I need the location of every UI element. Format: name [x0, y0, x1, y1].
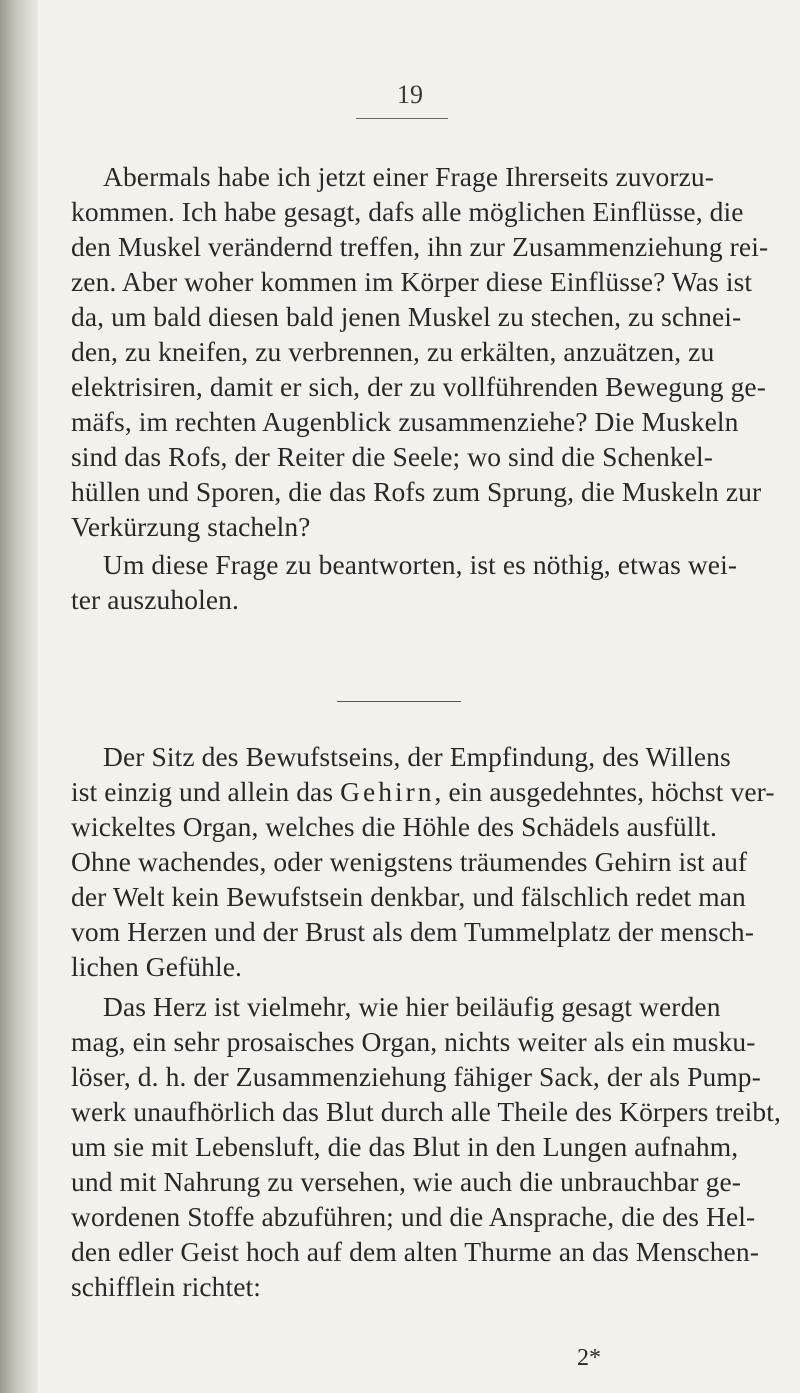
text-line: wickeltes Organ, welches die Höhle des Schädels ausfüllt.	[71, 811, 717, 842]
section-divider	[337, 701, 461, 702]
text-line: Der Sitz des Bewufstseins, der Empfindung, des Willens	[103, 741, 731, 772]
text-line: lichen Gefühle.	[71, 951, 243, 982]
text-line: Ohne wachendes, oder wenigstens träumendes Gehirn ist auf	[71, 846, 748, 877]
text-line: den, zu kneifen, zu verbrennen, zu erkälten, anzuätzen, zu	[71, 336, 715, 367]
text-line: da, um bald diesen bald jenen Muskel zu stechen, zu schnei-	[71, 301, 742, 332]
text-line: um sie mit Lebensluft, die das Blut in den Lungen aufnahm,	[71, 1131, 739, 1162]
text-line: mag, ein sehr prosaisches Organ, nichts weiter als ein musku-	[71, 1026, 756, 1057]
text-line	[71, 775, 775, 809]
text-line: wordenen Stoffe abzuführen; und die Ansprache, die des Hel-	[71, 1201, 756, 1232]
text-segment: , ein ausgedehntes, höchst ver-	[434, 776, 775, 807]
text-line: mäfs, im rechten Augenblick zusammenziehe? Die Muskeln	[71, 406, 739, 437]
text-line: werk unaufhörlich das Blut durch alle Theile des Körpers treibt,	[71, 1096, 781, 1127]
text-line: und mit Nahrung zu versehen, wie auch die unbrauchbar ge-	[71, 1166, 742, 1197]
text-line: Das Herz ist vielmehr, wie hier beiläufig gesagt werden	[103, 991, 721, 1022]
text-line: vom Herzen und der Brust als dem Tummelplatz der mensch-	[71, 916, 755, 947]
text-line: Verkürzung stacheln?	[71, 511, 311, 542]
text-line: ter auszuholen.	[71, 584, 239, 615]
text-line: löser, d. h. der Zusammenziehung fähiger Sack, der als Pump-	[71, 1061, 761, 1092]
text-line: Um diese Frage zu beantworten, ist es nöthig, etwas wei-	[103, 549, 738, 580]
text-line: Abermals habe ich jetzt einer Frage Ihrerseits zuvorzu-	[103, 161, 714, 192]
text-line: hüllen und Sporen, die das Rofs zum Sprung, die Muskeln zur	[71, 476, 762, 507]
text-line: den Muskel verändernd treffen, ihn zur Zusammenziehung rei-	[71, 231, 769, 262]
page-number: 19	[397, 80, 423, 109]
text-segment: ist einzig und allein das	[71, 776, 341, 807]
text-line: kommen. Ich habe gesagt, dafs alle möglichen Einflüsse, die	[71, 196, 744, 227]
text-line: elektrisiren, damit er sich, der zu vollführenden Bewegung ge-	[71, 371, 766, 402]
emphasized-word: Gehirn	[340, 776, 435, 807]
text-line: sind das Rofs, der Reiter die Seele; wo sind die Schenkel-	[71, 441, 713, 472]
header-rule	[356, 118, 448, 119]
text-line: der Welt kein Bewufstsein denkbar, und fälschlich redet man	[71, 881, 746, 912]
text-line: den edler Geist hoch auf dem alten Thurme an das Menschen-	[71, 1236, 759, 1267]
text-line: schifflein richtet:	[71, 1271, 262, 1302]
signature-mark: 2*	[577, 1345, 601, 1371]
text-line: zen. Aber woher kommen im Körper diese Einflüsse? Was ist	[71, 266, 753, 297]
